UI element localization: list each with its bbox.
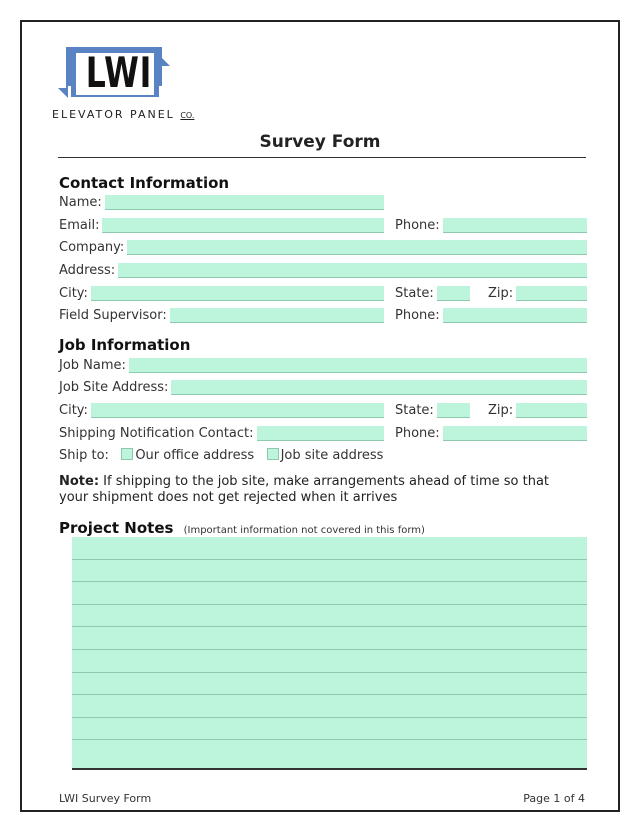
logo-tagline: ELEVATOR PANEL CO.	[52, 108, 195, 121]
page-number: Page 1 of 4	[523, 792, 585, 805]
job-state-label: State:	[395, 403, 434, 418]
jobsite-option-label: Job site address	[280, 448, 384, 463]
state-row	[395, 286, 470, 302]
job-city-row	[59, 403, 384, 419]
logo-text: LWI	[85, 48, 153, 97]
email-field[interactable]	[102, 218, 384, 233]
zip-row	[488, 286, 587, 302]
address-field[interactable]	[118, 263, 587, 278]
job-zip-row	[488, 403, 587, 419]
state-field[interactable]	[437, 286, 470, 301]
ship-to-row	[59, 448, 383, 464]
job-city-field[interactable]	[91, 403, 384, 418]
supervisor-phone-row	[395, 308, 587, 324]
project-notes-field[interactable]	[72, 537, 587, 770]
office-option-label: Our office address	[135, 448, 255, 463]
job-city-label: City:	[59, 403, 88, 418]
job-site-row	[59, 380, 587, 396]
email-label: Email:	[59, 218, 100, 233]
job-state-row	[395, 403, 470, 419]
company-row	[59, 240, 587, 256]
job-site-label: Job Site Address:	[59, 380, 169, 395]
job-zip-field[interactable]	[516, 403, 587, 418]
job-name-row	[59, 358, 587, 374]
state-label: State:	[395, 286, 434, 301]
job-phone-field[interactable]	[443, 426, 587, 441]
jobsite-checkbox[interactable]	[267, 448, 279, 460]
contact-heading: Contact Information	[59, 174, 230, 192]
job-name-label: Job Name:	[59, 358, 126, 373]
company-label: Company:	[59, 240, 125, 255]
job-site-field[interactable]	[171, 380, 587, 395]
zip-field[interactable]	[516, 286, 587, 301]
email-row	[59, 218, 384, 234]
supervisor-row	[59, 308, 384, 324]
page-title: Survey Form	[259, 132, 381, 152]
logo	[52, 44, 195, 124]
city-field[interactable]	[91, 286, 384, 301]
city-row	[59, 286, 384, 302]
job-heading: Job Information	[59, 336, 191, 354]
company-field[interactable]	[127, 240, 587, 255]
title-divider	[58, 157, 586, 158]
job-name-field[interactable]	[129, 358, 587, 373]
zip-label: Zip:	[488, 286, 514, 301]
name-row	[59, 195, 384, 211]
office-checkbox[interactable]	[121, 448, 133, 460]
job-zip-label: Zip:	[488, 403, 514, 418]
city-label: City:	[59, 286, 88, 301]
shipping-contact-field[interactable]	[257, 426, 384, 441]
name-field[interactable]	[105, 195, 384, 210]
name-label: Name:	[59, 195, 102, 210]
phone-label: Phone:	[395, 218, 440, 233]
job-state-field[interactable]	[437, 403, 470, 418]
supervisor-phone-label: Phone:	[395, 308, 440, 323]
shipping-contact-row	[59, 426, 384, 442]
shipping-contact-label: Shipping Notification Contact:	[59, 426, 254, 441]
job-phone-row	[395, 426, 587, 442]
supervisor-field[interactable]	[170, 308, 384, 323]
supervisor-label: Field Supervisor:	[59, 308, 167, 323]
footer-title: LWI Survey Form	[59, 792, 152, 805]
job-phone-label: Phone:	[395, 426, 440, 441]
address-label: Address:	[59, 263, 116, 278]
address-row	[59, 263, 587, 279]
project-notes-heading: Project Notes (Important information not covered in this form)	[59, 519, 425, 537]
phone-field[interactable]	[443, 218, 587, 233]
shipping-note: Note: If shipping to the job site, make arrangements ahead of time so that your shipment does not get rejected when it arrives	[59, 474, 550, 505]
supervisor-phone-field[interactable]	[443, 308, 587, 323]
phone-row	[395, 218, 587, 234]
ship-to-label: Ship to:	[59, 448, 109, 463]
